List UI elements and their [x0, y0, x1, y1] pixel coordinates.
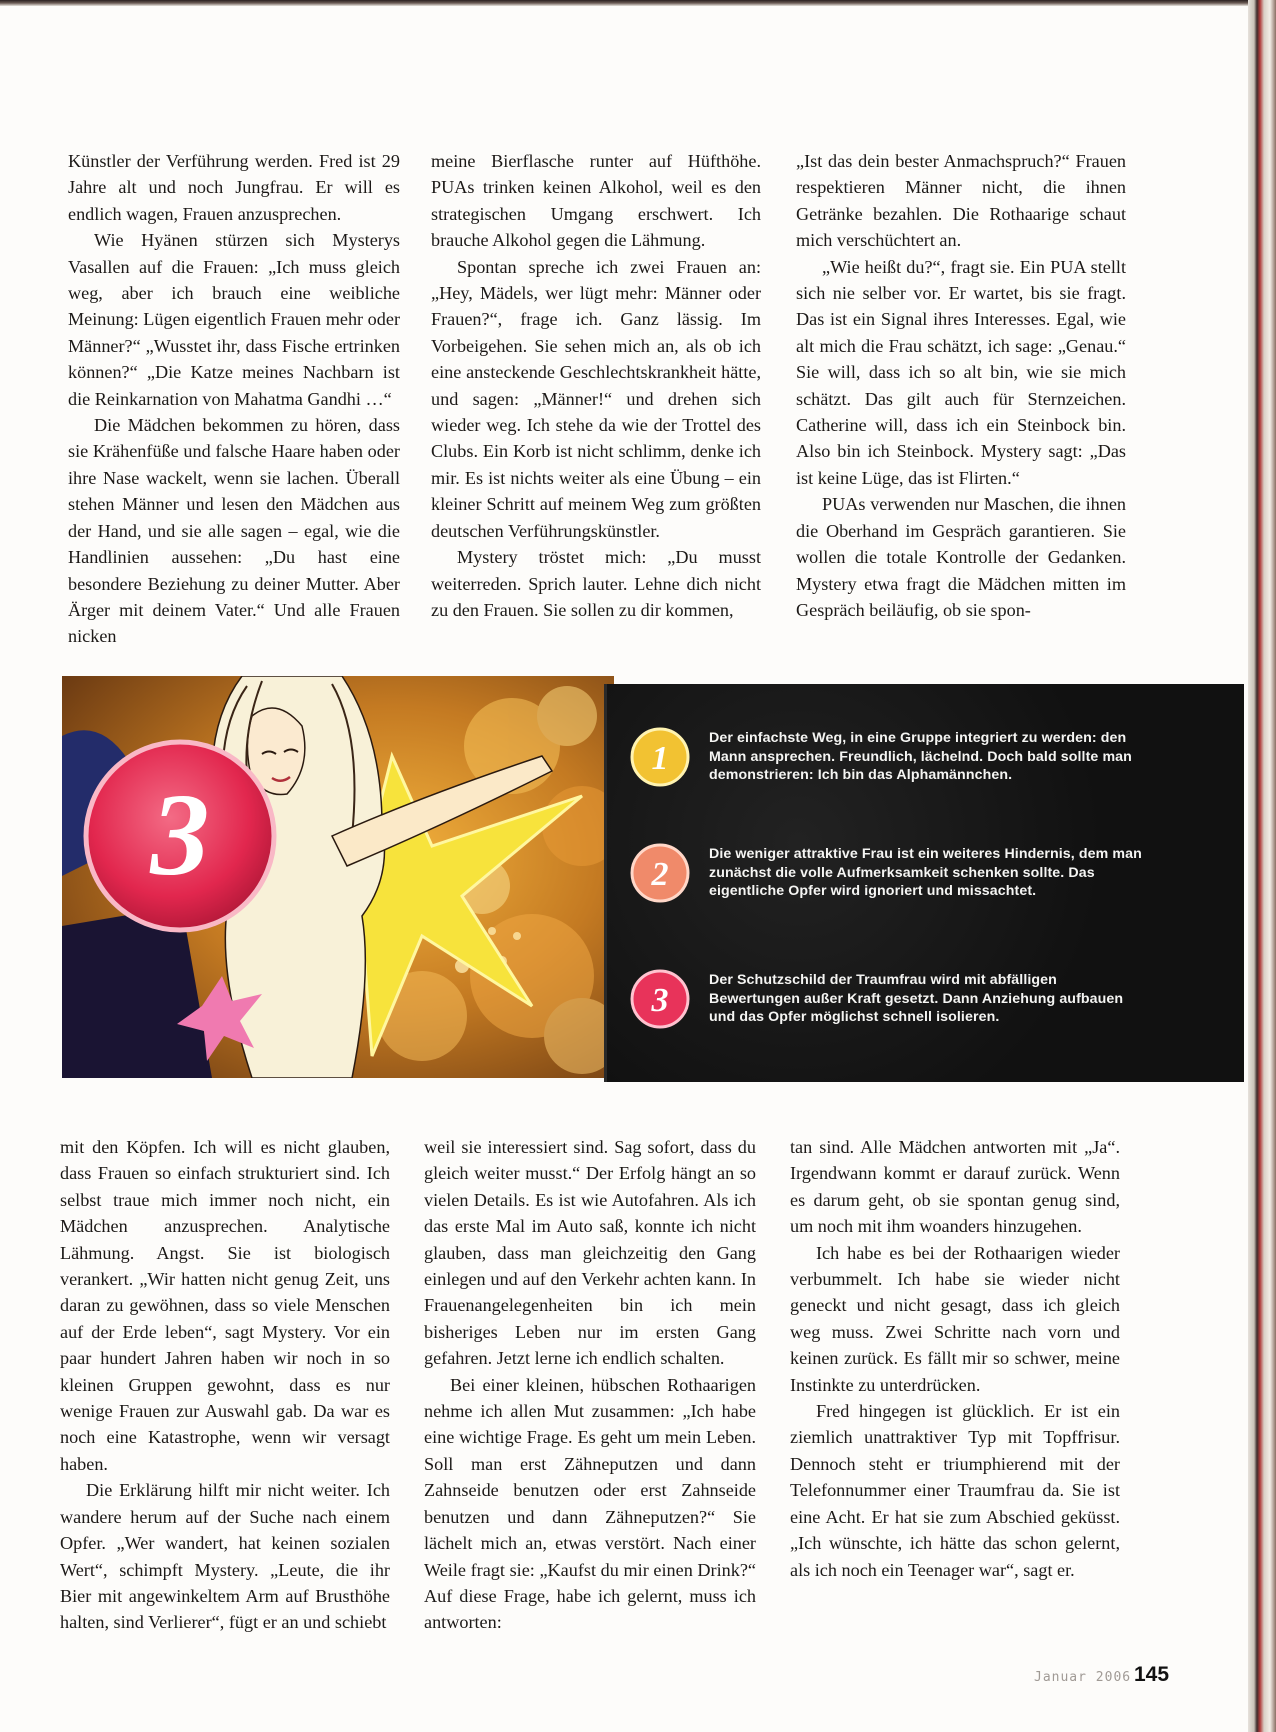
info-item-1 — [629, 726, 1229, 788]
footer-issue-date: Januar 2006 — [1034, 1670, 1132, 1685]
paragraph: Wie Hyänen stürzen sich Mysterys Vasallen auf die Frauen: „Ich muss gleich weg, aber ich brauch eine weibliche Meinung: Lügen eigentlich Frauen mehr oder Männer?“ „Wusstet ihr, dass Fische ertrinken können?“ „Die Katze meines Nachbarn ist die Reinkarnation von Mahatma Gandhi …“ — [68, 230, 400, 409]
paragraph: PUAs verwenden nur Maschen, die ihnen die Oberhand im Gespräch garantieren. Sie wollen die totale Kontrolle der Gedanken. Mystery etwa fragt die Mädchen mitten im Gespräch beiläufig, ob sie spon- — [796, 494, 1126, 620]
info-text-3: Der Schutzschild der Traumfrau wird mit abfälligen Bewertungen außer Kraft gesetzt. Dann Anziehung aufbauen und das Opfer möglichst schnell isolieren. — [709, 972, 1124, 1026]
article-column-4 — [60, 1134, 390, 1636]
svg-text:3: 3 — [651, 982, 669, 1019]
paragraph: Künstler der Verführung werden. Fred ist 29 Jahre alt und noch Jungfrau. Er will es endlich wagen, Frauen anzusprechen. — [68, 151, 400, 224]
step-2-badge-icon — [629, 842, 691, 904]
article-column-2 — [431, 148, 761, 623]
paragraph: Bei einer kleinen, hübschen Rothaarigen nehme ich allen Mut zusammen: „Ich habe eine wichtige Frage. Es geht um mein Leben. Soll man erst Zähneputzen und dann Zahnseide benutzen oder erst Zahnseide benutzen und dann Zähneputzen?“ Sie lächelt mich an, etwas verstört. Nach einer Weile fragt sie: „Kaufst du mir einen Drink?“ Auf diese Frage, habe ich gelernt, muss ich antworten: — [424, 1374, 756, 1633]
paragraph: weil sie interessiert sind. Sag sofort, dass du gleich weiter musst.“ Der Erfolg hängt an so vielen Details. Es ist wie Autofahren. Als ich das erste Mal im Auto saß, konnte ich nicht glauben, dass man gleichzeitig den Gang einlegen und auf den Verkehr achten kann. In Frauenangelegenheiten bin ich mein bisheriges Leben nur im ersten Gang gefahren. Jetzt lerne ich endlich schalten. — [424, 1137, 756, 1369]
illustration-art — [62, 676, 614, 1078]
info-box-steps — [604, 684, 1244, 1082]
article-column-1 — [68, 148, 400, 650]
paragraph: „Ist das dein bester Anmachspruch?“ Frauen respektieren Männer nicht, die ihnen Getränke bezahlen. Die Rothaarige schaut mich verschüchtert an. — [796, 151, 1126, 251]
paragraph: Spontan spreche ich zwei Frauen an: „Hey, Mädels, wer lügt mehr: Männer oder Frauen?“, frage ich. Ganz lässig. Im Vorbeigehen. Sie sehen mich an, als ob ich eine ansteckende Geschlechtskrankheit hätte, und sagen: „Männer!“ und drehen sich wieder weg. Ich stehe da wie der Trottel des Clubs. Ein Korb ist nicht schlimm, denke ich mir. Es ist nichts weiter als eine Übung – ein kleiner Schritt auf meinem Weg zum größten deutschen Verführungskünstler. — [431, 256, 761, 541]
page-binding-edge — [1248, 0, 1276, 1732]
svg-text:2: 2 — [651, 856, 669, 893]
step-1-badge-icon — [629, 726, 691, 788]
paragraph: Ich habe es bei der Rothaarigen wieder verbummelt. Ich habe sie wieder nicht geneckt und nicht gesagt, dass ich gleich weg muss. Zwei Schritte nach vorn und keinen zurück. Es fällt mir so schwer, meine Instinkte zu unterdrücken. — [790, 1242, 1120, 1395]
paragraph: Die Erklärung hilft mir nicht weiter. Ich wandere herum auf der Suche nach einem Opfer. „Wer wandert, hat keinen sozialen Wert“, schimpft Mystery. „Leute, die ihr Bier mit angewinkeltem Arm auf Brusthöhe halten, sind Verlierer“, fügt er an und schiebt — [60, 1480, 390, 1633]
info-item-3 — [629, 968, 1229, 1030]
info-text-1: Der einfachste Weg, in eine Gruppe integriert zu werden: den Mann ansprechen. Freundlich, lächelnd. Doch bald sollte man demonstrieren: Ich bin das Alphamännchen. — [709, 730, 1132, 784]
illustration-badge-number: 3 — [150, 769, 210, 900]
info-item-2 — [629, 842, 1229, 904]
paragraph: Die Mädchen bekommen zu hören, dass sie Krähenfüße und falsche Haare haben oder ihre Nase wackelt, wenn sie lachen. Überall stehen Männer und lesen den Mädchen aus der Hand, und sie alle sagen – egal, wie die Handlinien aussehen: „Du hast eine besondere Beziehung zu deiner Mutter. Aber Ärger mit deinem Vater.“ Und alle Frauen nicken — [68, 415, 400, 647]
article-column-3 — [796, 148, 1126, 623]
paragraph: Mystery tröstet mich: „Du musst weiterreden. Sprich lauter. Lehne dich nicht zu den Frauen. Sie sollen zu dir kommen, — [431, 547, 761, 620]
paragraph: tan sind. Alle Mädchen antworten mit „Ja“. Irgendwann kommt er darauf zurück. Wenn es darum geht, ob sie spontan genug sind, um noch mit ihm woanders hinzugehen. — [790, 1137, 1120, 1237]
paragraph: „Wie heißt du?“, fragt sie. Ein PUA stellt sich nie selber vor. Er wartet, bis sie fragt. Das ist ein Signal ihres Interesses. Egal, wie alt mich die Frau schätzt, ich sage: „Genau.“ Sie will, dass ich so alt bin, wie sie mich schätzt. Das gilt auch für Sternzeichen. Catherine will, dass ich ein Steinbock bin. Also bin ich Steinbock. Mystery sagt: „Das ist keine Lüge, das ist Flirten.“ — [796, 256, 1126, 488]
paragraph: mit den Köpfen. Ich will es nicht glauben, dass Frauen so einfach strukturiert sind. Ich selbst traue mich immer noch nicht, ein Mädchen anzusprechen. Analytische Lähmung. Angst. Sie ist biologisch verankert. „Wir hatten nicht genug Zeit, uns daran zu gewöhnen, dass so viele Menschen auf der Erde leben“, sagt Mystery. Vor ein paar hundert Jahren haben wir noch in so kleinen Gruppen gewohnt, dass es nur wenige Frauen zur Auswahl gab. Da war es noch eine Katastrophe, wenn wir versagt haben. — [60, 1137, 390, 1474]
paragraph: Fred hingegen ist glücklich. Er ist ein ziemlich unattraktiver Typ mit Topffrisur. Dennoch steht er triumphierend mit der Telefonnummer einer Traumfrau da. Sie ist eine Acht. Er hat sie zum Abschied geküsst. „Ich wünschte, ich hätte das schon gelernt, als ich noch ein Teenager war“, sagt er. — [790, 1401, 1120, 1580]
article-column-5 — [424, 1134, 756, 1636]
svg-text:1: 1 — [651, 740, 669, 777]
page-number: 145 — [1134, 1663, 1170, 1686]
article-column-6 — [790, 1134, 1120, 1583]
page-top-edge — [0, 0, 1276, 6]
paragraph: meine Bierflasche runter auf Hüfthöhe. PUAs trinken keinen Alkohol, weil es den strategischen Umgang erschwert. Ich brauche Alkohol gegen die Lähmung. — [431, 151, 761, 251]
step-3-badge-icon — [629, 968, 691, 1030]
info-text-2: Die weniger attraktive Frau ist ein weiteres Hindernis, dem man zunächst die volle Aufmerksamkeit schenken sollte. Das eigentliche Opfer wird ignoriert und missachtet. — [709, 846, 1142, 900]
illustration-woman-with-badge — [62, 676, 614, 1078]
